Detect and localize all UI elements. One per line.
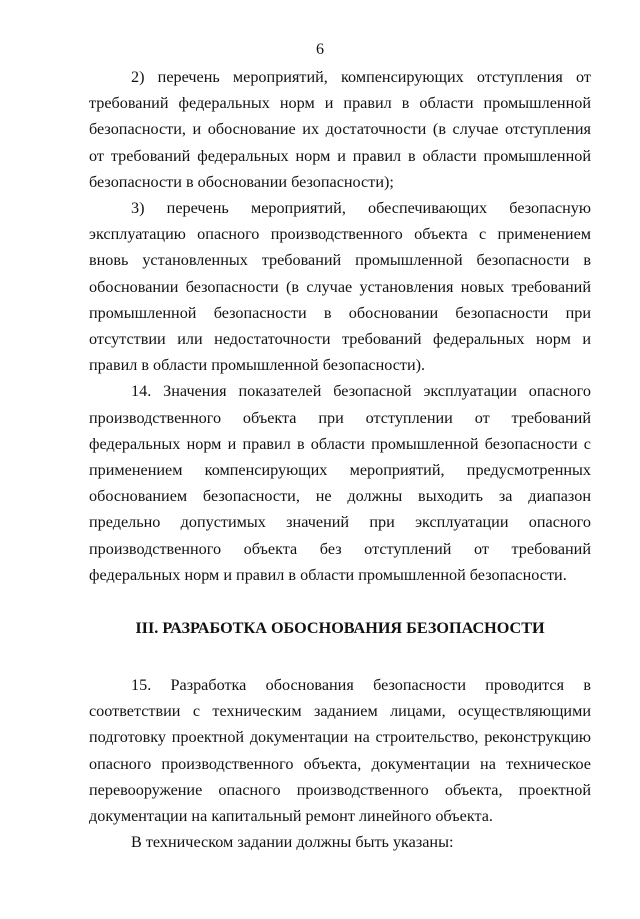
section-heading: III. РАЗРАБОТКА ОБОСНОВАНИЯ БЕЗОПАСНОСТИ — [135, 619, 545, 637]
paragraph-clause-14: 14. Значения показателей безопасной эксплуатации опасного производственного объекта при отступлении от требований федеральных норм и правил в области промышленной безопасности с применением компенсирующих мероприятий, предусмотренных обоснованием безопасности, не должны выходить за диапазон предельно допустимых значений при эксплуатации опасного производственного объекта без отступлений от требований федеральных норм и правил в области промышленной безопасности. — [89, 382, 591, 584]
page-number: 6 — [316, 41, 324, 58]
paragraph-technical-task-intro: В техническом задании должны быть указаны: — [131, 833, 454, 852]
paragraph-clause-15: 15. Разработка обоснования безопасности проводится в соответствии с техническим заданием лицами, осуществляющими подготовку проектной документации на строительство, реконструкцию опасного производственного объекта, документации на техническое перевооружение опасного производственного объекта, проектной документации на капитальный ремонт линейного объекта. — [89, 676, 591, 826]
text-block-after-heading — [89, 672, 591, 855]
text-block-before-heading — [89, 64, 591, 588]
paragraph-item-2: 2) перечень мероприятий, компенсирующих отступления от требований федеральных норм и правил в области промышленной безопасности, и обоснование их достаточности (в случае отступления от требований федеральных норм и правил в области промышленной безопасности в обосновании безопасности); — [89, 68, 591, 191]
paragraph-item-3: 3) перечень мероприятий, обеспечивающих безопасную эксплуатацию опасного производственного объекта с применением вновь установленных требований промышленной безопасности в обосновании безопасности (в случае установления новых требований промышленной безопасности в обосновании безопасности при отсутствии или недостаточности требований федеральных норм и правил в области промышленной безопасности). — [89, 199, 591, 375]
